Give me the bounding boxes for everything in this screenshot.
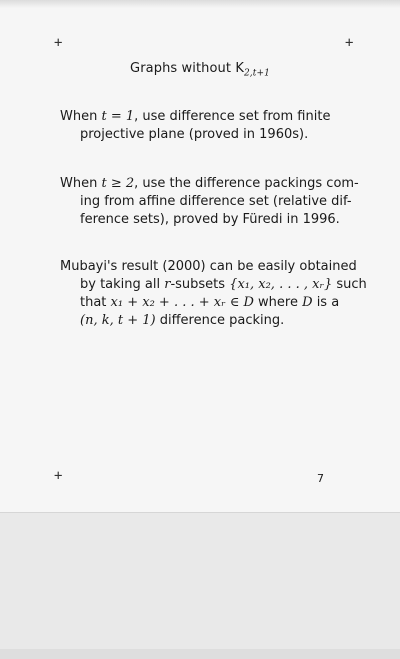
math-expression: D (302, 295, 313, 310)
paragraph-line (60, 276, 367, 294)
paragraph-line: Mubayi's result (2000) can be easily obtained (60, 259, 357, 274)
text-run: difference packing. (155, 313, 285, 328)
text-run: such (332, 277, 367, 292)
text-run: , use difference set from finite (134, 109, 331, 124)
paragraph-mubayi-result (60, 258, 367, 330)
title-subscript: 2,t+1 (243, 68, 270, 79)
text-run: is a (312, 295, 340, 310)
math-expression: (n, k, t + 1) (80, 313, 156, 328)
title-text: Graphs without K (130, 61, 244, 76)
text-run: that (80, 295, 111, 310)
paragraph-line (60, 108, 358, 126)
math-expression: t = 1 (101, 109, 135, 124)
text-run: When (60, 109, 102, 124)
page-number: 7 (317, 472, 324, 485)
paragraph-line (60, 312, 358, 330)
math-expression: r (164, 277, 171, 292)
text-run: , use the difference packings com- (134, 176, 359, 191)
paragraph-line (60, 294, 358, 312)
math-expression: x₁ + x₂ + . . . + xᵣ ∈ D (110, 295, 254, 310)
text-run: -subsets (170, 277, 230, 292)
slide-title (0, 61, 400, 79)
math-expression: t ≥ 2 (101, 176, 135, 191)
top-edge-shadow (0, 0, 400, 8)
paragraph-line: ing from affine difference set (relative dif- (80, 194, 352, 209)
text-run: where (253, 295, 303, 310)
crop-mark-bottom-left: + (54, 468, 63, 484)
text-run: by taking all (80, 277, 165, 292)
paragraph-t-at-least-two (60, 175, 358, 229)
text-run: When (60, 176, 102, 191)
paragraph-line (60, 175, 358, 193)
paragraph-line: ference sets), proved by Füredi in 1996. (80, 212, 340, 227)
math-expression: {x₁, x₂, . . . , xᵣ} (229, 277, 333, 292)
crop-mark-top-left: + (54, 35, 63, 51)
paper-bottom-band (0, 512, 400, 659)
crop-mark-top-right: + (345, 35, 354, 51)
paragraph-t-equals-one (60, 108, 358, 144)
paragraph-line: projective plane (proved in 1960s). (80, 127, 309, 142)
